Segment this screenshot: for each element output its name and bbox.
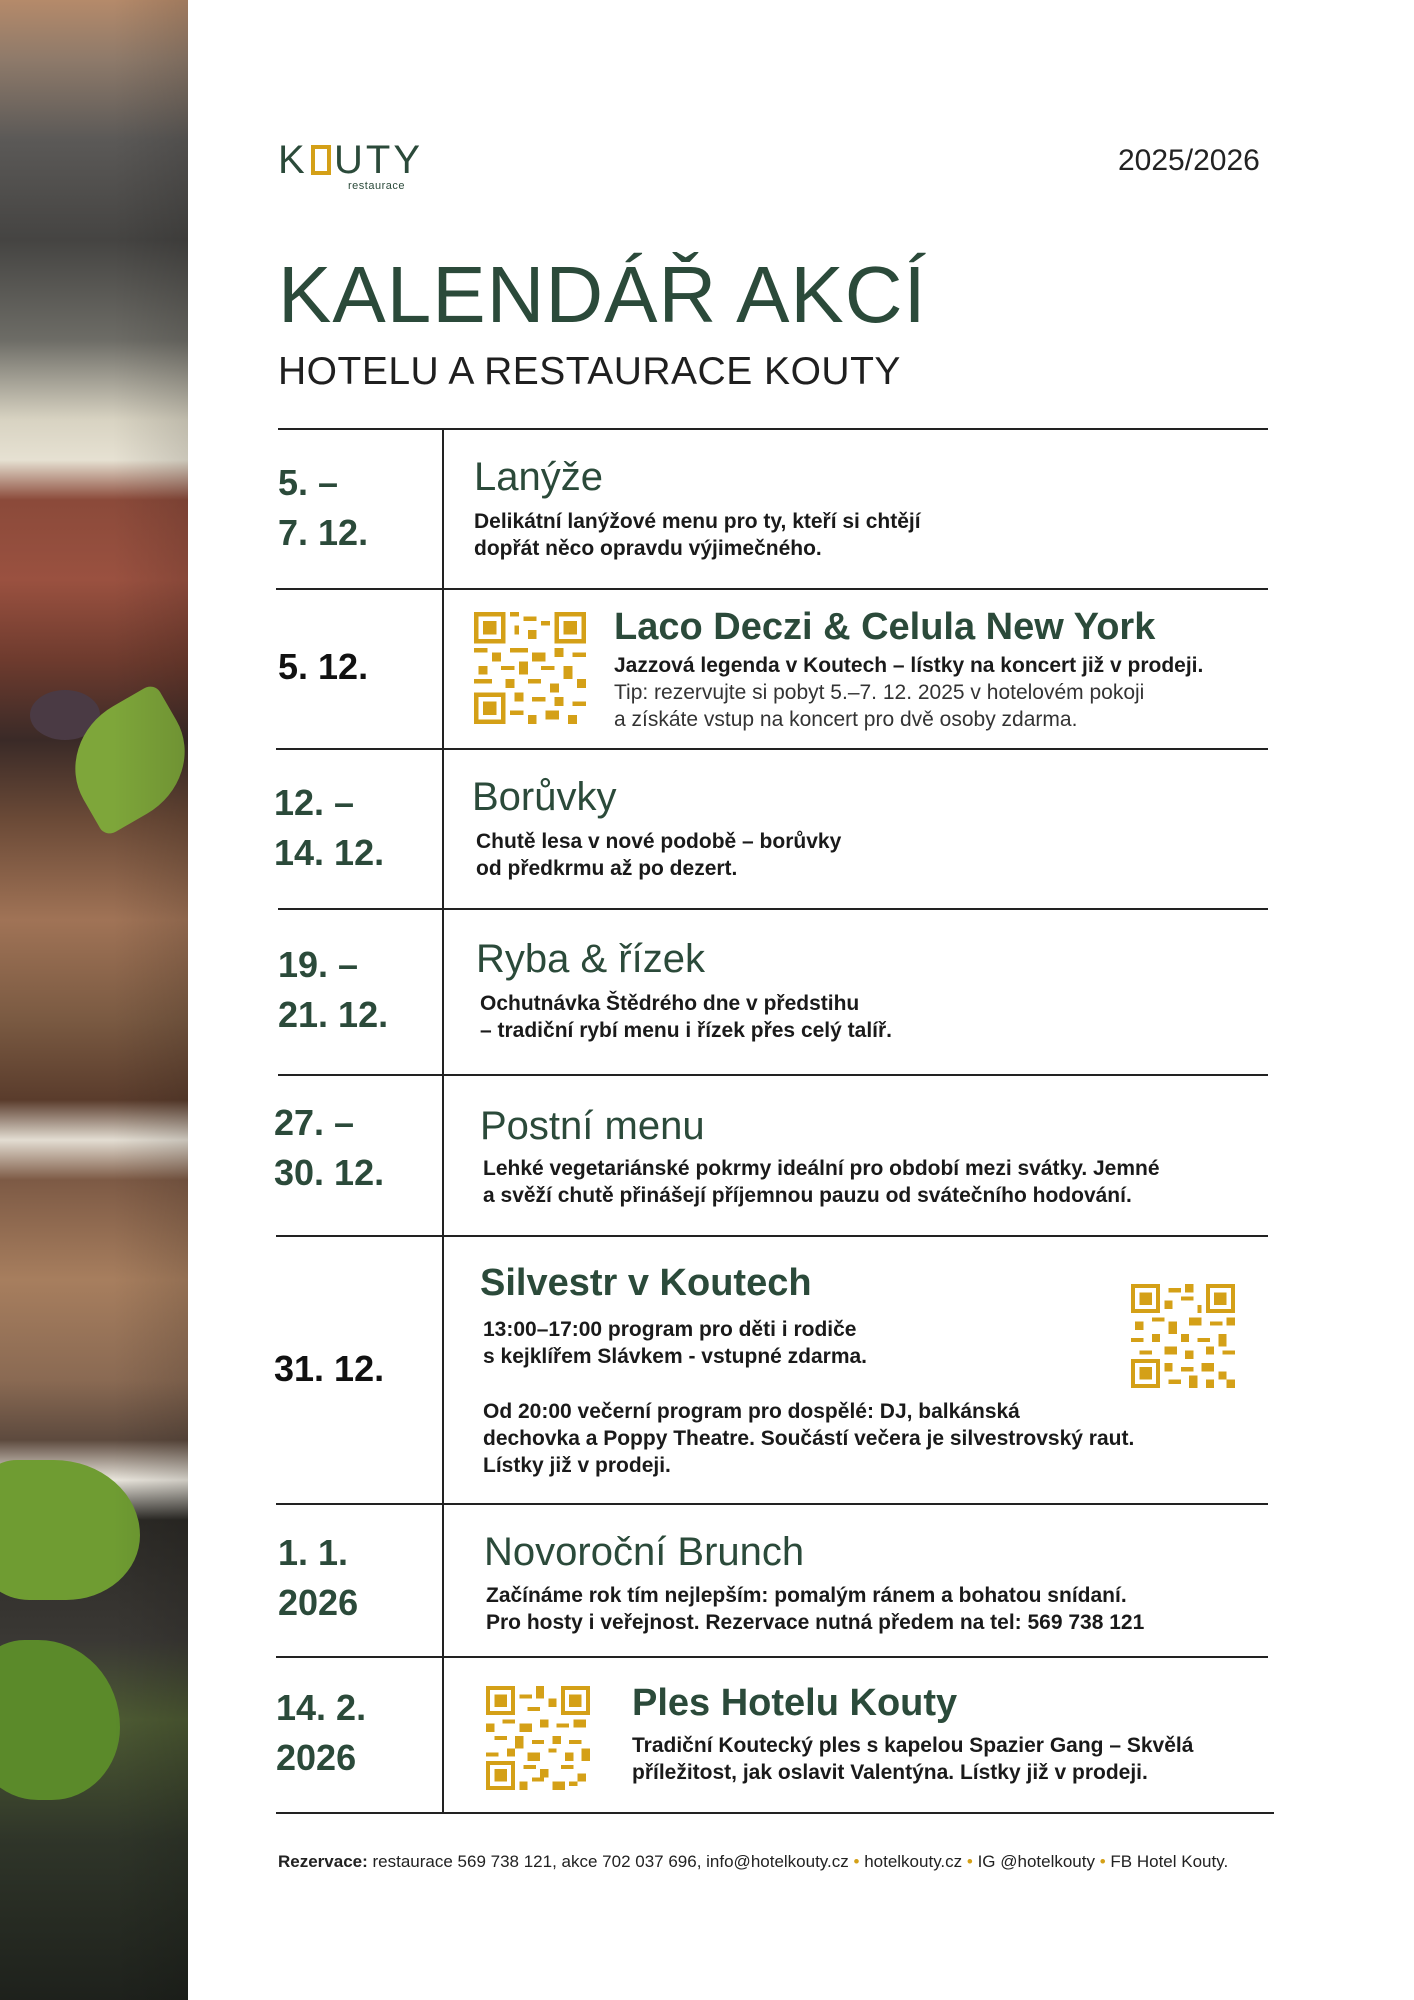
event-title: Borůvky: [472, 775, 617, 819]
event-date: 19. – 21. 12.: [278, 944, 389, 1035]
event-title: Novoroční Brunch: [484, 1530, 805, 1574]
event-date: 27. – 30. 12.: [274, 1102, 385, 1193]
facebook-link[interactable]: FB Hotel Kouty.: [1105, 1852, 1229, 1871]
kouty-logo: K UTY restaurace: [278, 138, 423, 192]
divider: [276, 1656, 1268, 1658]
event-date: 14. 2. 2026: [276, 1687, 367, 1778]
food-photo: [0, 0, 188, 2000]
page-title: KALENDÁŘ AKCÍ: [278, 250, 927, 339]
divider: [278, 428, 1268, 430]
website-link[interactable]: hotelkouty.cz: [859, 1852, 963, 1871]
event-date: 5. 12.: [278, 646, 369, 687]
event-title: Silvestr v Koutech: [480, 1262, 812, 1304]
divider: [276, 1235, 1268, 1237]
qr-code-icon[interactable]: [1131, 1284, 1235, 1388]
event-title: Ryba & řízek: [476, 937, 705, 981]
season-label: 2025/2026: [1118, 144, 1260, 177]
event-date: 12. – 14. 12.: [274, 782, 385, 873]
qr-code-icon[interactable]: [474, 612, 586, 724]
event-date: 31. 12.: [274, 1348, 385, 1389]
event-title: Lanýže: [474, 455, 603, 499]
event-description: Chutě lesa v nové podobě – borůvky od předkrmu až po dezert.: [476, 830, 842, 880]
instagram-link[interactable]: IG @hotelkouty: [972, 1852, 1095, 1871]
divider: [276, 1503, 1268, 1505]
event-description: 13:00–17:00 program pro děti i rodiče s kejklířem Slávkem - vstupné zdarma.: [483, 1318, 868, 1368]
event-title: Postní menu: [480, 1104, 705, 1148]
contact-info[interactable]: restaurace 569 738 121, akce 702 037 696, info@hotelkouty.cz: [367, 1852, 849, 1871]
divider: [276, 588, 1268, 590]
footer-contacts: Rezervace: restaurace 569 738 121, akce 702 037 696, info@hotelkouty.cz • hotelkouty.cz • IG @hotelkouty • FB Hotel Kouty.: [278, 1852, 1229, 1871]
event-description: Jazzová legenda v Koutech – lístky na koncert již v prodeji. Tip: rezervujte si pobyt 5.–7. 12. 2025 v hotelovém pokoji a získáte vstup na koncert pro dvě osoby zdarma.: [614, 654, 1204, 731]
divider: [278, 1074, 1268, 1076]
event-date: 1. 1. 2026: [278, 1532, 359, 1623]
qr-code-icon[interactable]: [486, 1686, 590, 1790]
event-description: Začínáme rok tím nejlepším: pomalým ránem a bohatou snídaní. Pro hosty i veřejnost. Rezervace nutná předem na tel: 569 738 121: [486, 1584, 1145, 1634]
divider: [276, 748, 1268, 750]
logo-square-icon: [311, 145, 331, 175]
event-description: Tradiční Koutecký ples s kapelou Spazier Gang – Skvělá příležitost, jak oslavit Valentýna. Lístky již v prodeji.: [632, 1734, 1194, 1784]
divider: [276, 1812, 1274, 1814]
event-description: Ochutnávka Štědrého dne v předstihu – tradiční rybí menu i řízek přes celý talíř.: [480, 992, 893, 1042]
divider: [278, 908, 1268, 910]
event-description: Od 20:00 večerní program pro dospělé: DJ, balkánská dechovka a Poppy Theatre. Součástí večera je silvestrovský raut. Lístky již v prodeji.: [483, 1400, 1135, 1477]
event-description: Lehké vegetariánské pokrmy ideální pro období mezi svátky. Jemné a svěží chutě přinášejí příjemnou pauzu od svátečního hodování.: [483, 1157, 1160, 1207]
event-title: Laco Deczi & Celula New York: [614, 606, 1156, 648]
event-description: Delikátní lanýžové menu pro ty, kteří si chtějí dopřát něco opravdu výjimečného.: [474, 510, 921, 560]
column-divider: [442, 428, 444, 1814]
event-title: Ples Hotelu Kouty: [632, 1682, 958, 1724]
event-date: 5. – 7. 12.: [278, 462, 369, 553]
page-subtitle: HOTELU A RESTAURACE KOUTY: [278, 350, 901, 393]
